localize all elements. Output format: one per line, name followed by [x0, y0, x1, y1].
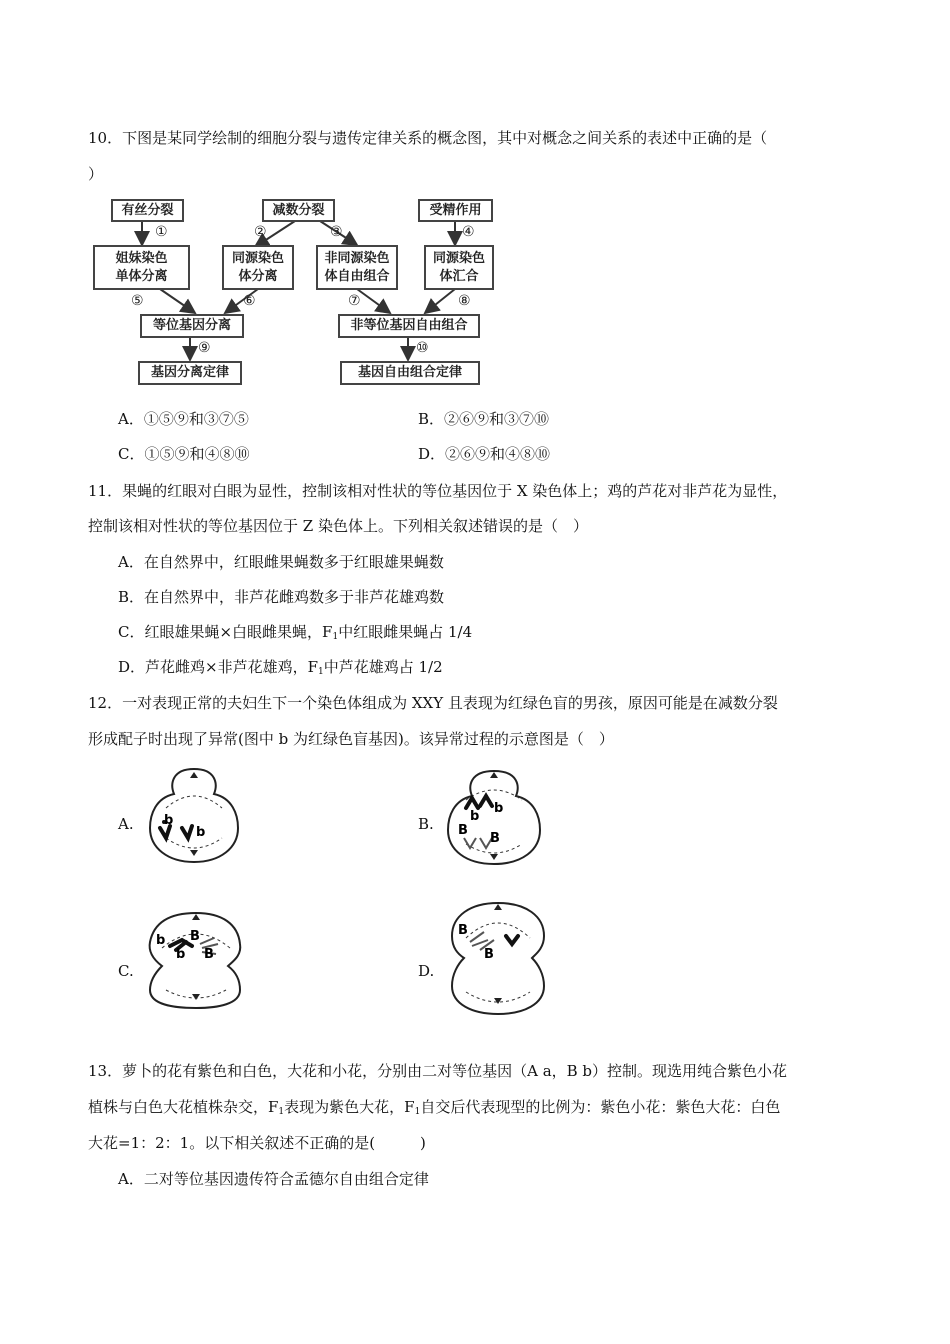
num-4: ④ [462, 224, 475, 240]
q13-line3: 大花=1：2：1。以下相关叙述不正确的是( ) [88, 1134, 426, 1152]
box-nonallele-assortment: 非等位基因自由组合 [338, 314, 480, 338]
gene-label-B: B [458, 823, 468, 838]
gene-label-b: b [164, 813, 174, 828]
q10-stem: 10．下图是某同学绘制的细胞分裂与遗传定律关系的概念图，其中对概念之间关系的表述中正确的是（ [88, 129, 768, 147]
box-homolog-separation: 同源染色 体分离 [222, 245, 294, 290]
q12-label-c: C. [118, 962, 134, 980]
gene-label-b: b [156, 933, 166, 948]
cell-diagram-a [146, 766, 242, 866]
num-5: ⑤ [131, 293, 144, 309]
num-9: ⑨ [198, 340, 211, 356]
q13-option-a: A．二对等位基因遗传符合孟德尔自由组合定律 [118, 1170, 429, 1188]
box-mitosis: 有丝分裂 [111, 199, 184, 222]
num-6: ⑥ [243, 293, 256, 309]
box-homolog-join: 同源染色 体汇合 [424, 245, 494, 290]
q11-option-b: B．在自然界中，非芦花雌鸡数多于非芦花雄鸡数 [118, 588, 445, 606]
q11-line1: 11．果蝇的红眼对白眼为显性，控制该相对性状的等位基因位于 X 染色体上；鸡的芦花对非芦花为显性， [88, 482, 788, 500]
q12-line1: 12．一对表现正常的夫妇生下一个染色体组成为 XXY 且表现为红绿色盲的男孩，原因可能是在减数分裂 [88, 694, 778, 712]
gene-label-B: B [190, 929, 200, 944]
q12-line2: 形成配子时出现了异常(图中 b 为红绿色盲基因)。该异常过程的示意图是（ ） [88, 730, 614, 748]
gene-label-b: b [494, 801, 504, 816]
q12-label-d: D. [418, 962, 435, 980]
box-fertilization: 受精作用 [418, 199, 493, 222]
q10-stem-cont: ） [88, 165, 104, 183]
q13-line1: 13．萝卜的花有紫色和白色，大花和小花，分别由二对等位基因（A a，B b）控制。现选用纯合紫色小花 [88, 1062, 788, 1080]
q13-line2: 植株与白色大花植株杂交，$F_1$表现为紫色大花，$F_1$自交后代表现型的比例为：紫色小花：紫色大花：白色 [88, 1098, 781, 1117]
gene-label-B: B [204, 947, 214, 962]
num-10: ⑩ [416, 340, 429, 356]
q10-option-c: C．①⑤⑨和④⑧⑩ [118, 445, 250, 463]
num-7: ⑦ [348, 293, 361, 309]
box-meiosis: 减数分裂 [262, 199, 335, 222]
cell-diagram-b [444, 768, 544, 868]
q10-option-b: B．②⑥⑨和③⑦⑩ [418, 410, 550, 428]
q12-label-a: A. [118, 815, 134, 833]
cell-diagram-c [146, 910, 246, 1010]
gene-label-b: b [196, 825, 206, 840]
box-law-segregation: 基因分离定律 [138, 361, 242, 385]
cell-diagram-d [448, 900, 548, 1018]
q12-label-b: B. [418, 815, 434, 833]
box-law-independent: 基因自由组合定律 [340, 361, 480, 385]
box-nonhomolog-assortment: 非同源染色 体自由组合 [316, 245, 398, 290]
box-allele-separation: 等位基因分离 [140, 314, 244, 338]
num-1: ① [155, 224, 168, 240]
gene-label-b: b [176, 947, 186, 962]
q10-option-a: A．①⑤⑨和③⑦⑤ [118, 410, 249, 428]
gene-label-B: B [490, 831, 500, 846]
q11-option-d: D．芦花雌鸡×非芦花雄鸡，$F_1$中芦花雄鸡占 1/2 [118, 658, 443, 677]
gene-label-B: B [458, 923, 468, 938]
gene-label-B: B [484, 947, 494, 962]
gene-label-b: b [470, 809, 480, 824]
num-8: ⑧ [458, 293, 471, 309]
num-2: ② [254, 224, 267, 240]
box-sister-separation: 姐妹染色 单体分离 [93, 245, 190, 290]
q11-line2: 控制该相对性状的等位基因位于 Z 染色体上。下列相关叙述错误的是（ ） [88, 517, 588, 535]
q10-option-d: D．②⑥⑨和④⑧⑩ [418, 445, 551, 463]
q11-option-c: C．红眼雄果蝇×白眼雌果蝇，$F_1$中红眼雌果蝇占 1/4 [118, 623, 473, 642]
q11-option-a: A．在自然界中，红眼雌果蝇数多于红眼雄果蝇数 [118, 553, 444, 571]
num-3: ③ [330, 224, 343, 240]
